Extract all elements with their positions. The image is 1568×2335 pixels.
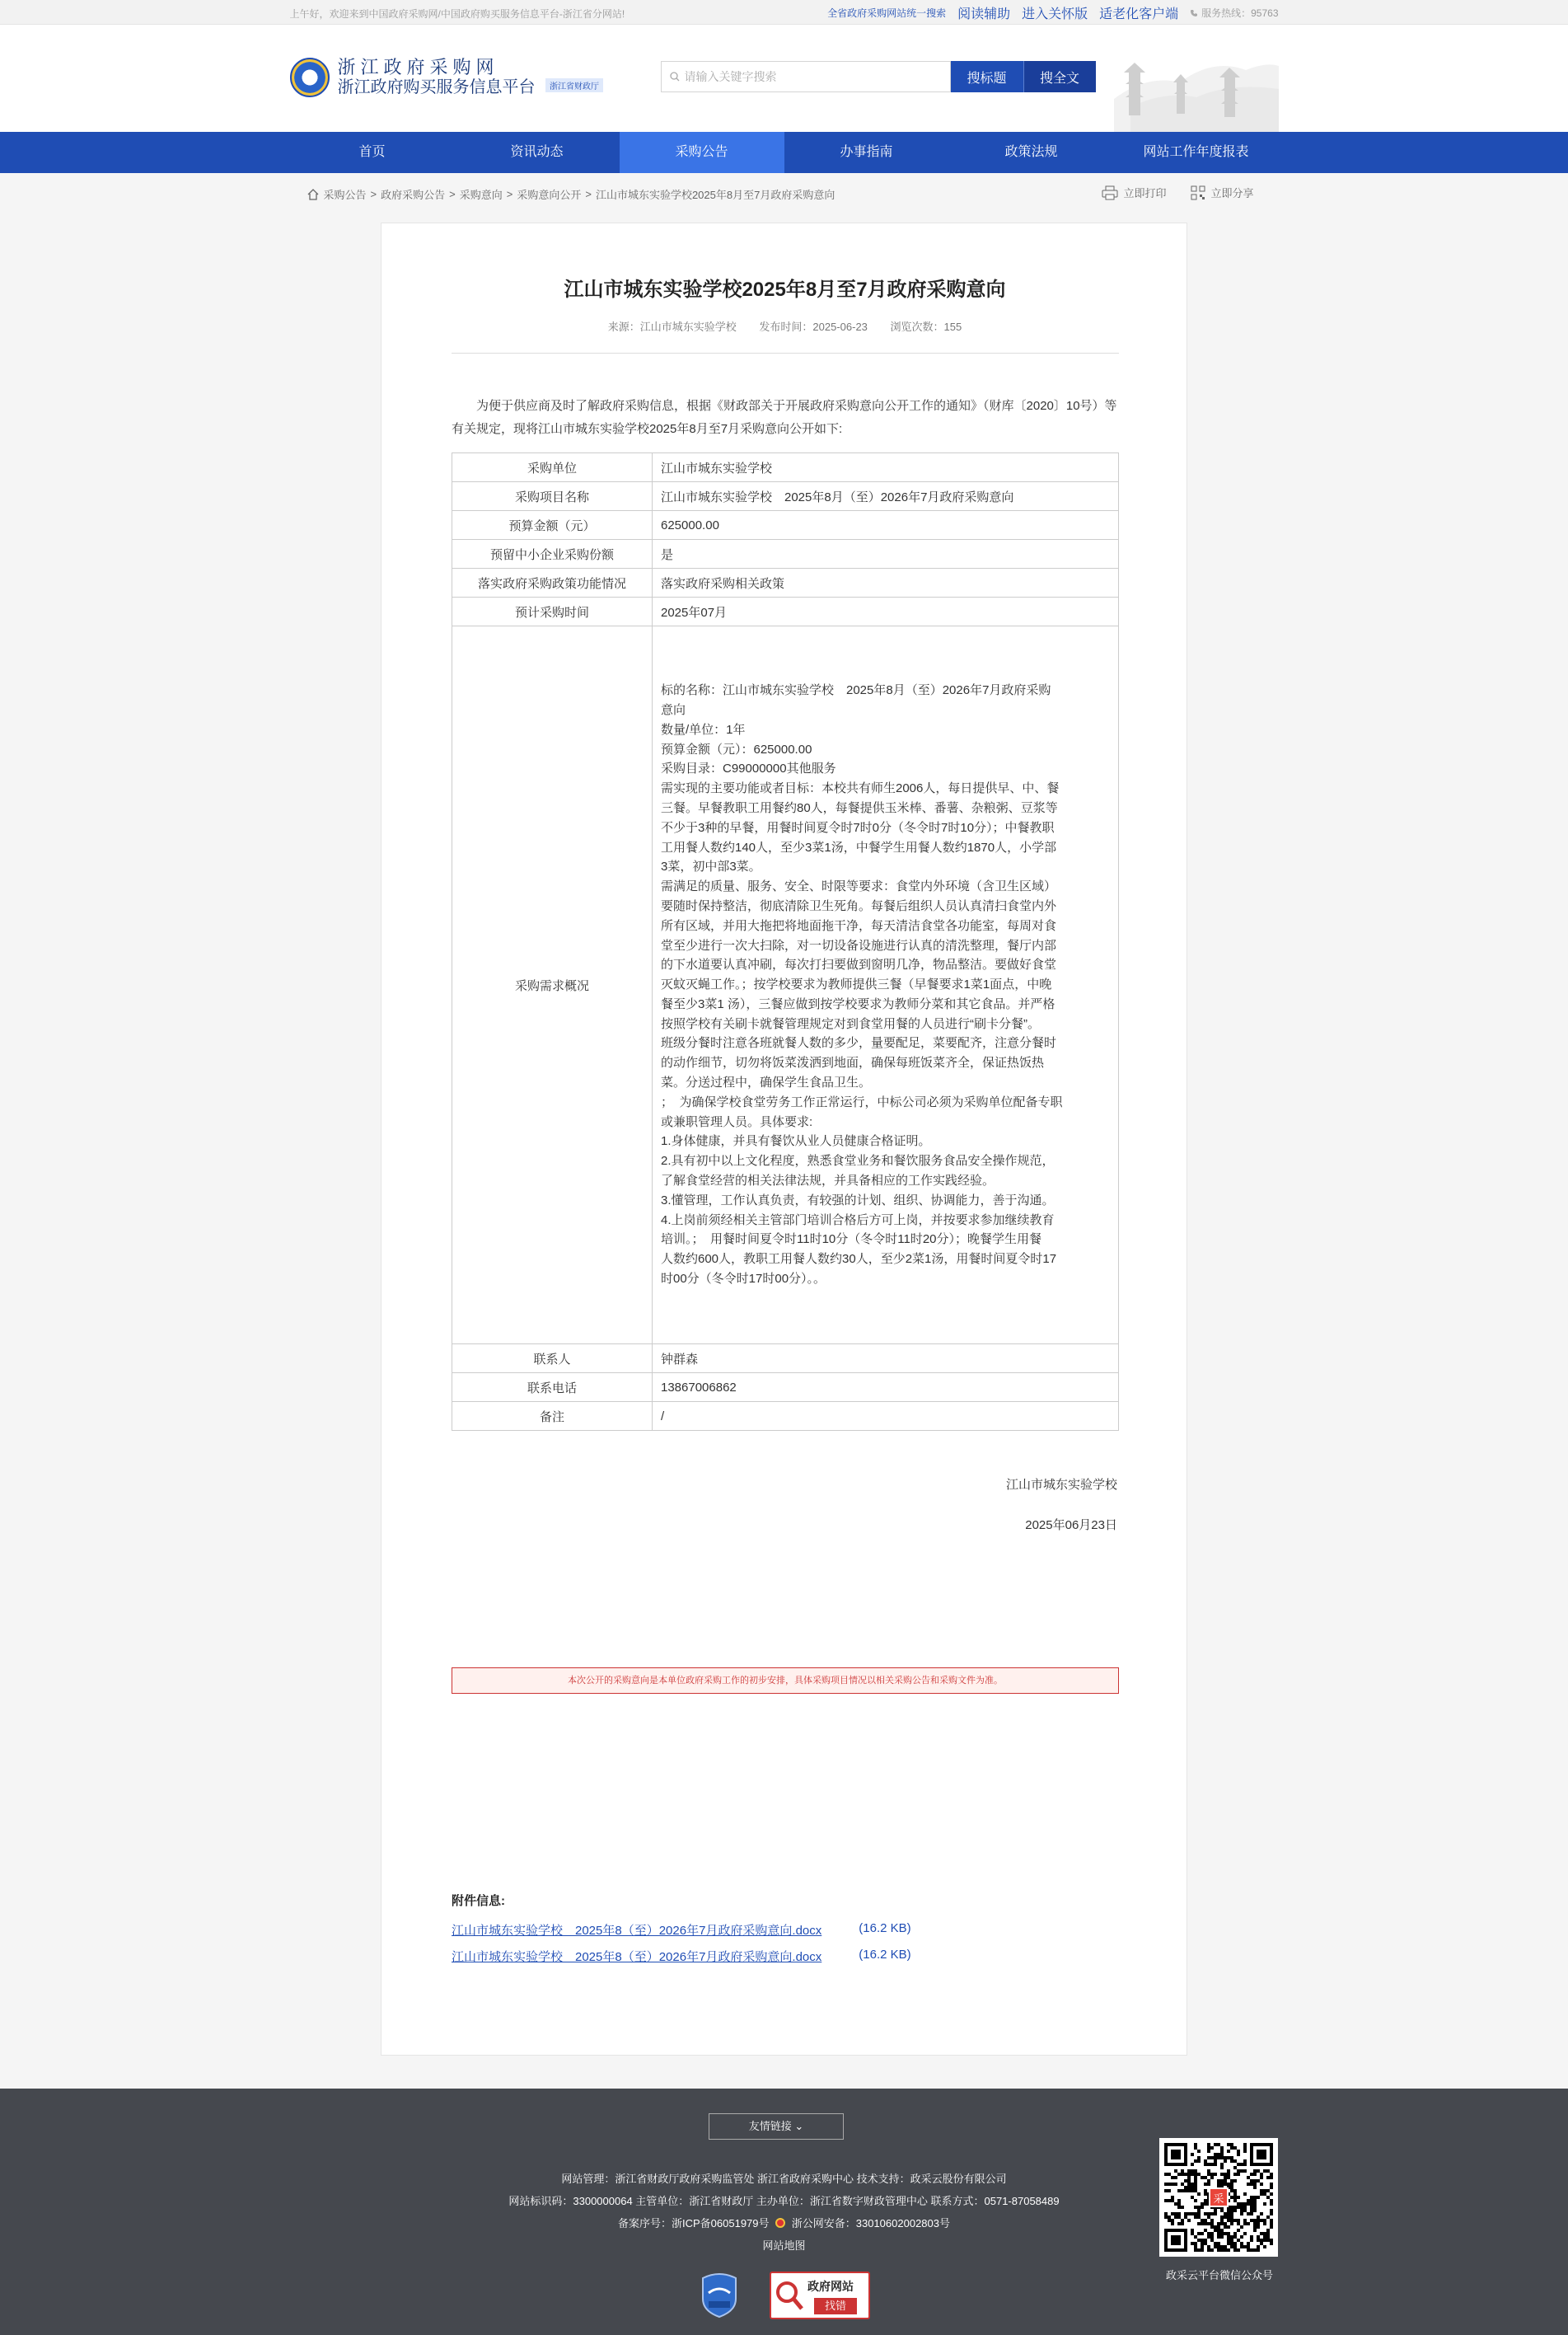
description-line: 4.上岗前须经相关主管部门培训合格后方可上岗，并按要求参加继续教育	[661, 1212, 1055, 1227]
hotline	[1190, 6, 1278, 20]
description-line: 时00分（冬令时17时00分）。。	[661, 1272, 826, 1287]
logo-badge: 浙江省财政厅	[545, 78, 603, 92]
phone-icon	[1190, 9, 1198, 17]
table-row	[452, 511, 1119, 540]
attachments-title: 附件信息:	[452, 1894, 505, 1908]
divider	[452, 353, 1119, 354]
search-box	[661, 61, 951, 92]
top-links	[827, 3, 1278, 22]
print-label: 立即打印	[1123, 187, 1167, 199]
row-value: 2025年07月	[653, 598, 1119, 626]
row-label: 采购单位	[452, 453, 653, 482]
row-value: /	[653, 1402, 1119, 1431]
article-title: 江山市城东实验学校2025年8月至7月政府采购意向	[564, 279, 1006, 301]
share-button[interactable]	[1191, 185, 1253, 200]
home-icon[interactable]	[307, 188, 320, 201]
nav-item-news[interactable]: 资讯动态	[510, 145, 564, 159]
top-bar	[0, 0, 1568, 25]
nav-item-policy[interactable]: 政策法规	[1004, 145, 1058, 159]
table-row	[452, 1344, 1119, 1373]
breadcrumb-current: 江山市城东实验学校2025年8月至7月政府采购意向	[595, 189, 835, 201]
row-label: 联系人	[452, 1344, 653, 1373]
logo-line2: 浙江政府购买服务信息平台	[337, 78, 536, 96]
row-value: 钟群森	[653, 1344, 1119, 1373]
description-line: 标的名称：江山市城东实验学校 2025年8月（至）2026年7月政府采购	[661, 683, 1051, 698]
icp-record[interactable]: 备案序号：浙ICP备06051979号	[618, 2217, 770, 2230]
article-publish-time: 发布时间：2025-06-23	[759, 321, 868, 333]
police-emblem-icon	[775, 2218, 785, 2228]
nav-item-guide[interactable]: 办事指南	[840, 145, 893, 159]
description-line: 1.身体健康，并具有餐饮从业人员健康合格证明。	[661, 1134, 931, 1149]
article-source: 来源：江山市城东实验学校	[607, 321, 737, 333]
emblem-icon	[290, 58, 330, 97]
description-line: 3.懂管理，工作认真负责，有较强的计划、组织、协调能力，善于沟通。	[661, 1193, 1055, 1207]
page-tools	[1102, 185, 1253, 200]
article-meta	[381, 318, 1188, 334]
qr-share-icon	[1191, 185, 1205, 200]
table-row	[452, 482, 1119, 511]
search-bar	[661, 61, 1096, 92]
share-label: 立即分享	[1210, 187, 1254, 199]
intention-table	[452, 452, 1119, 1431]
site-logo[interactable]	[290, 58, 603, 97]
description-line: 2.具有初中以上文化程度，熟悉食堂业务和餐饮服务食品安全操作规范，	[661, 1154, 1055, 1169]
search-title-button[interactable]: 搜标题	[951, 61, 1023, 92]
description-line: 采购目录：C99000000其他服务	[661, 762, 836, 776]
table-row	[452, 1373, 1119, 1402]
breadcrumb-item[interactable]: 政府采购公告	[381, 189, 446, 201]
description-line: 预算金额（元）：625000.00	[661, 742, 812, 757]
table-row	[452, 569, 1119, 598]
party-org-badge-icon[interactable]	[699, 2270, 740, 2318]
header	[0, 25, 1568, 132]
description-line: 按照学校有关刷卡就餐管理规定对到食堂用餐的人员进行“刷卡分餐”。	[661, 1016, 1040, 1031]
attachment-size: (16.2 KB)	[859, 1948, 911, 1962]
row-value: 625000.00	[653, 511, 1119, 540]
description-line: 的下水道要认真冲刷，每次打扫要做到窗明几净，物品整洁。要做好食堂	[661, 958, 1057, 973]
row-label: 采购项目名称	[452, 482, 653, 511]
description-line: 三餐。早餐教职工用餐约80人，每餐提供玉米棒、番薯、杂粮粥、豆浆等	[661, 800, 1058, 815]
breadcrumb-bar	[0, 173, 1568, 214]
description-line: 3菜，初中部3菜。	[661, 860, 761, 874]
hotline-text: 服务热线：95763	[1201, 7, 1279, 19]
row-label: 预算金额（元）	[452, 511, 653, 540]
footer	[0, 2089, 1568, 2335]
article-intro: 为便于供应商及时了解政府采购信息，根据《财政部关于开展政府采购意向公开工作的通知》（财库〔2020〕10号）等有关规定，现将江山市城东实验学校2025年8月至7月采购意向公开如下:	[452, 399, 1117, 436]
description-line: 数量/单位：1年	[661, 722, 746, 737]
description-line: 培训。； 用餐时间夏令时11时10分（冬令时11时20分）；晚餐学生用餐	[661, 1232, 1042, 1247]
nav-item-annual-report[interactable]: 网站工作年度报表	[1143, 145, 1249, 159]
search-input[interactable]	[685, 70, 932, 83]
description-line: 菜。分送过程中，确保学生食品卫生。	[661, 1076, 872, 1090]
description-line: 需实现的主要功能或者目标：本校共有师生2006人，每日提供早、中、餐	[661, 781, 1060, 796]
breadcrumb: 采购公告 > 政府采购公告 > 采购意向 > 采购意向公开 > 江山市城东实验学校2025年8月至7月政府采购意向	[307, 186, 835, 202]
row-value: 江山市城东实验学校	[653, 453, 1119, 482]
description-line: 班级分餐时注意各班就餐人数的多少，量要配足，菜要配齐，注意分餐时	[661, 1036, 1057, 1051]
care-version-link[interactable]: 进入关怀版	[1022, 7, 1088, 21]
main-nav	[0, 132, 1568, 173]
attachment-item	[452, 1921, 911, 1939]
table-row-description	[452, 626, 1119, 1344]
description-lines	[661, 681, 1098, 1289]
search-fulltext-button[interactable]: 搜全文	[1023, 61, 1096, 92]
footer-line	[0, 2212, 1568, 2234]
qr-label: 政采云平台微信公众号	[1165, 2269, 1273, 2281]
row-value: 江山市城东实验学校 2025年8月（至）2026年7月政府采购意向	[653, 482, 1119, 511]
table-row	[452, 598, 1119, 626]
pagoda-decoration	[1114, 25, 1279, 132]
row-label: 联系电话	[452, 1373, 653, 1402]
badge-bottom-text: 找错	[814, 2298, 857, 2314]
requirement-description	[653, 626, 1119, 1344]
description-line: 人数约600人，教职工用餐人数约30人，至少2菜1汤，用餐时间夏令时17	[661, 1252, 1057, 1267]
row-label: 落实政府采购政策功能情况	[452, 569, 653, 598]
sign-org: 江山市城东实验学校	[1005, 1478, 1117, 1492]
badge-top-text: 政府网站	[807, 2280, 854, 2293]
footer-line: 网站标识码：3300000064 主管单位：浙江省财政厅 主办单位：浙江省数字财政管理中心 联系方式：0571-87058489	[508, 2195, 1060, 2207]
description-line: 工用餐人数约140人，至少3菜1汤，中餐学生用餐人数约1870人，小学部	[661, 840, 1057, 855]
attachment-item	[452, 1948, 911, 1965]
friend-links-dropdown[interactable]: 友情链接 ⌄	[709, 2113, 844, 2140]
print-button[interactable]	[1102, 185, 1166, 200]
qr-center-mark: 采	[1209, 2187, 1229, 2207]
attachment-link[interactable]: 江山市城东实验学校 2025年8（至）2026年7月政府采购意向.docx	[452, 1950, 822, 1964]
row-value: 落实政府采购相关政策	[653, 569, 1119, 598]
table-row	[452, 540, 1119, 569]
description-line: 不少于3种的早餐，用餐时间夏令时7时0分（冬令时7时10分）；中餐教职	[661, 820, 1055, 835]
description-line: 或兼职管理人员。具体要求:	[661, 1114, 813, 1129]
footer-line: 网站管理：浙江省财政厅政府采购监管处 浙江省政府采购中心 技术支持：政采云股份有限公司	[561, 2173, 1007, 2185]
breadcrumb-item[interactable]: 采购公告	[323, 189, 367, 201]
row-label: 采购需求概况	[452, 626, 653, 1344]
article-card	[381, 223, 1187, 2056]
wechat-qr-code	[1159, 2138, 1278, 2257]
sitemap-link[interactable]: 网站地图	[762, 2239, 806, 2252]
description-line: 意向	[661, 702, 686, 717]
row-label: 备注	[452, 1402, 653, 1431]
reading-aid-link[interactable]: 阅读辅助	[957, 7, 1011, 21]
footer-info	[0, 2168, 1568, 2257]
notice-banner: 本次公开的采购意向是本单位政府采购工作的初步安排，具体采购项目情况以相关采购公告和采购文件为准。	[452, 1667, 1119, 1694]
row-label: 预计采购时间	[452, 598, 653, 626]
unified-search-link[interactable]: 全省政府采购网站统一搜索	[827, 7, 947, 19]
article-views: 浏览次数：155	[890, 321, 962, 333]
gov-site-error-badge[interactable]	[770, 2272, 870, 2319]
row-label: 预留中小企业采购份额	[452, 540, 653, 569]
police-record[interactable]: 浙公网安备：33010602002803号	[791, 2217, 950, 2230]
logo-line1: 浙江政府采购网	[337, 57, 499, 77]
breadcrumb-item[interactable]: 采购意向公开	[517, 189, 582, 201]
description-line: 堂至少进行一次大扫除，对一切设备设施进行认真的清洗整理，餐厅内部	[661, 938, 1057, 953]
sign-date: 2025年06月23日	[1025, 1518, 1117, 1532]
description-line: ； 为确保学校食堂劳务工作正常运行，中标公司必须为采购单位配备专职	[661, 1095, 1063, 1109]
nav-item-announcements[interactable]: 采购公告	[620, 132, 784, 173]
nav-item-home[interactable]: 首页	[358, 145, 386, 159]
description-line: 需满足的质量、服务、安全、时限等要求：食堂内外环境（含卫生区域）	[661, 879, 1057, 894]
description-line: 要随时保持整洁，彻底清除卫生死角。每餐后组织人员认真清扫食堂内外	[661, 898, 1057, 913]
row-value: 是	[653, 540, 1119, 569]
printer-icon	[1102, 185, 1118, 200]
description-line: 餐至少3菜1 汤），三餐应做到按学校要求为教师分菜和其它食品。并严格	[661, 996, 1055, 1011]
attachment-size: (16.2 KB)	[859, 1921, 911, 1935]
description-line: 的动作细节，切勿将饭菜泼洒到地面，确保每班饭菜齐全，保证热饭热	[661, 1056, 1045, 1071]
magnifier-icon	[775, 2280, 804, 2313]
breadcrumb-item[interactable]: 采购意向	[459, 189, 503, 201]
search-icon	[670, 72, 680, 82]
description-line: 了解食堂经营的相关法律法规，并具备相应的工作实践经验。	[661, 1174, 995, 1189]
elder-client-link[interactable]: 适老化客户端	[1099, 7, 1179, 21]
row-value: 13867006862	[653, 1373, 1119, 1402]
description-line: 灭蚊灭蝇工作。；按学校要求为教师提供三餐（早餐要求1菜1面点，中晚	[661, 978, 1052, 992]
table-row	[452, 453, 1119, 482]
description-line: 所有区域，并用大拖把将地面拖干净，每天清洁食堂各功能室，每周对食	[661, 918, 1057, 933]
attachment-link[interactable]: 江山市城东实验学校 2025年8（至）2026年7月政府采购意向.docx	[452, 1924, 822, 1938]
table-row	[452, 1402, 1119, 1431]
welcome-text: 上午好，欢迎来到中国政府采购网/中国政府购买服务信息平台-浙江省分网站!	[289, 8, 625, 20]
